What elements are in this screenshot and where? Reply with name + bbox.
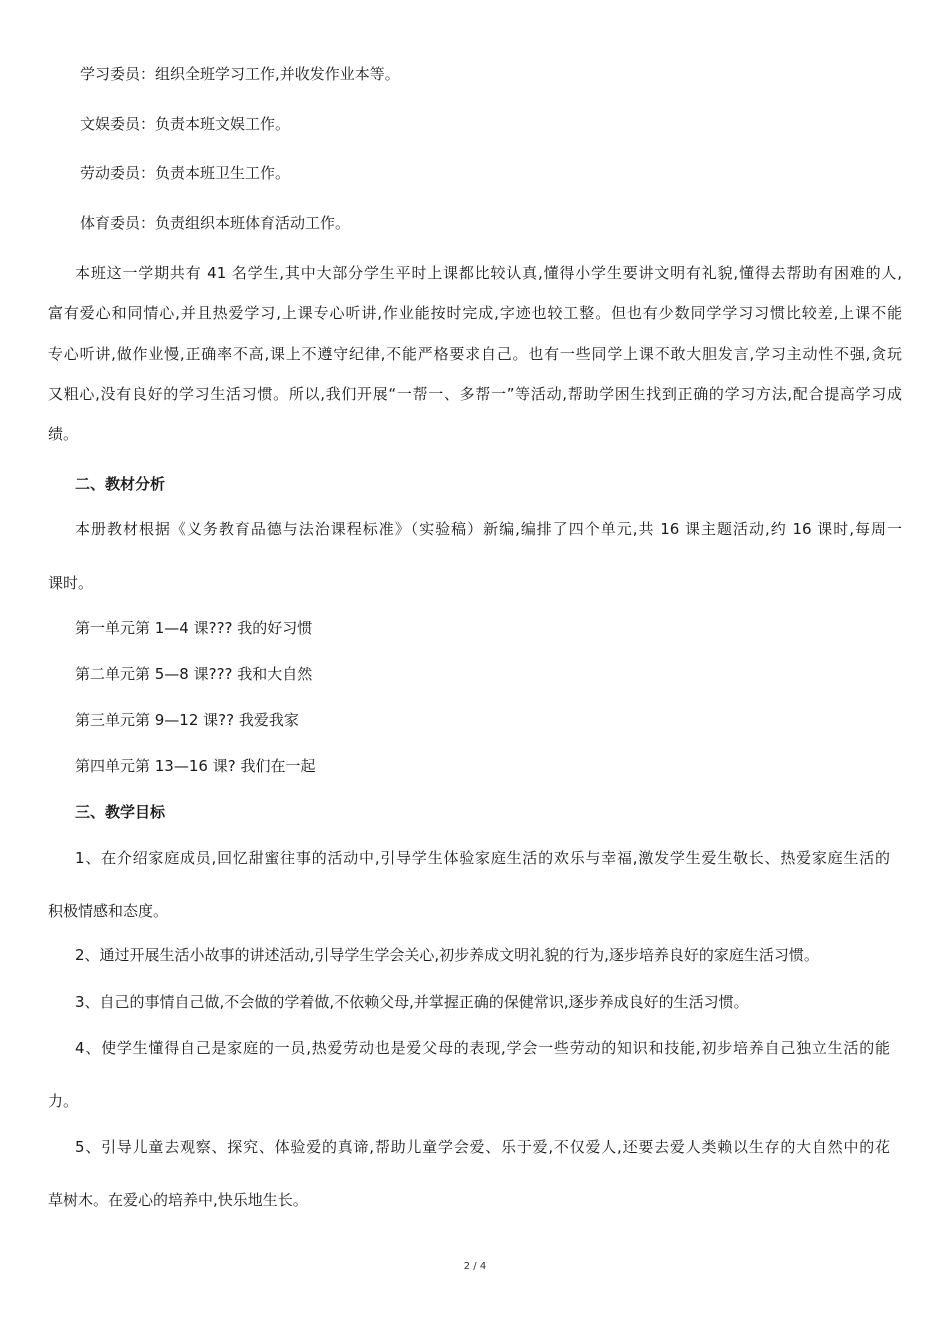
role-study-committee: 学习委员：组织全班学习工作,并收发作业本等。 — [80, 65, 400, 83]
role-entertainment-committee: 文娱委员：负责本班文娱工作。 — [80, 115, 291, 133]
goal-4-line-1: 4、使学生懂得自己是家庭的一员,热爱劳动也是爱父母的表现,学会一些劳动的知识和技能,初步培养自己独立生活的能 — [75, 1039, 890, 1057]
goal-1-line-2: 积极情感和态度。 — [48, 902, 169, 920]
textbook-intro-line-2: 课时。 — [48, 574, 94, 592]
goal-3: 3、自己的事情自己做,不会做的学着做,不依赖父母,并掌握正确的保健常识,逐步养成良好的生活习惯。 — [75, 993, 749, 1011]
goal-5-line-1: 5、引导儿童去观察、探究、体验爱的真谛,帮助儿童学会爱、乐于爱,不仅爱人,还要去爱人类赖以生存的大自然中的花 — [75, 1138, 890, 1156]
goal-4-line-2: 力。 — [48, 1092, 79, 1110]
role-sports-committee: 体育委员：负责组织本班体育活动工作。 — [80, 214, 351, 232]
section-heading-textbook-analysis: 二、教材分析 — [75, 475, 166, 493]
goal-2: 2、通过开展生活小故事的讲述活动,引导学生学会关心,初步养成文明礼貌的行为,逐步培养良好的家庭生活习惯。 — [75, 946, 819, 964]
unit-1: 第一单元第 1—4 课??? 我的好习惯 — [75, 619, 313, 637]
class-paragraph-line-1: 本班这一学期共有 41 名学生,其中大部分学生平时上课都比较认真,懂得小学生要讲文明有礼貌,懂得去帮助有困难的人, — [75, 264, 902, 282]
class-paragraph-line-3: 专心听讲,做作业慢,正确率不高,课上不遵守纪律,不能严格要求自己。也有一些同学上课不敢大胆发言,学习主动性不强,贪玩 — [48, 345, 902, 363]
page-number: 2 / 4 — [463, 1261, 487, 1272]
textbook-intro-line-1: 本册教材根据《义务教育品德与法治课程标准》（实验稿）新编,编排了四个单元,共 16 课主题活动,约 16 课时,每周一 — [75, 520, 902, 538]
class-paragraph-line-2: 富有爱心和同情心,并且热爱学习,上课专心听讲,作业能按时完成,字迹也较工整。但也有少数同学学习习惯比较差,上课不能 — [48, 304, 902, 322]
unit-3: 第三单元第 9—12 课?? 我爱我家 — [75, 711, 299, 729]
class-paragraph-line-4: 又粗心,没有良好的学习生活习惯。所以,我们开展“一帮一、多帮一”等活动,帮助学困生找到正确的学习方法,配合提高学习成 — [48, 385, 902, 403]
section-heading-teaching-goals: 三、教学目标 — [75, 803, 166, 821]
class-paragraph-line-5: 绩。 — [48, 425, 79, 443]
unit-4: 第四单元第 13—16 课? 我们在一起 — [75, 757, 316, 775]
unit-2: 第二单元第 5—8 课??? 我和大自然 — [75, 665, 313, 683]
goal-5-line-2: 草树木。在爱心的培养中,快乐地生长。 — [48, 1191, 308, 1209]
role-labor-committee: 劳动委员：负责本班卫生工作。 — [80, 164, 291, 182]
goal-1-line-1: 1、在介绍家庭成员,回忆甜蜜往事的活动中,引导学生体验家庭生活的欢乐与幸福,激发学生爱生敬长、热爱家庭生活的 — [75, 849, 890, 867]
